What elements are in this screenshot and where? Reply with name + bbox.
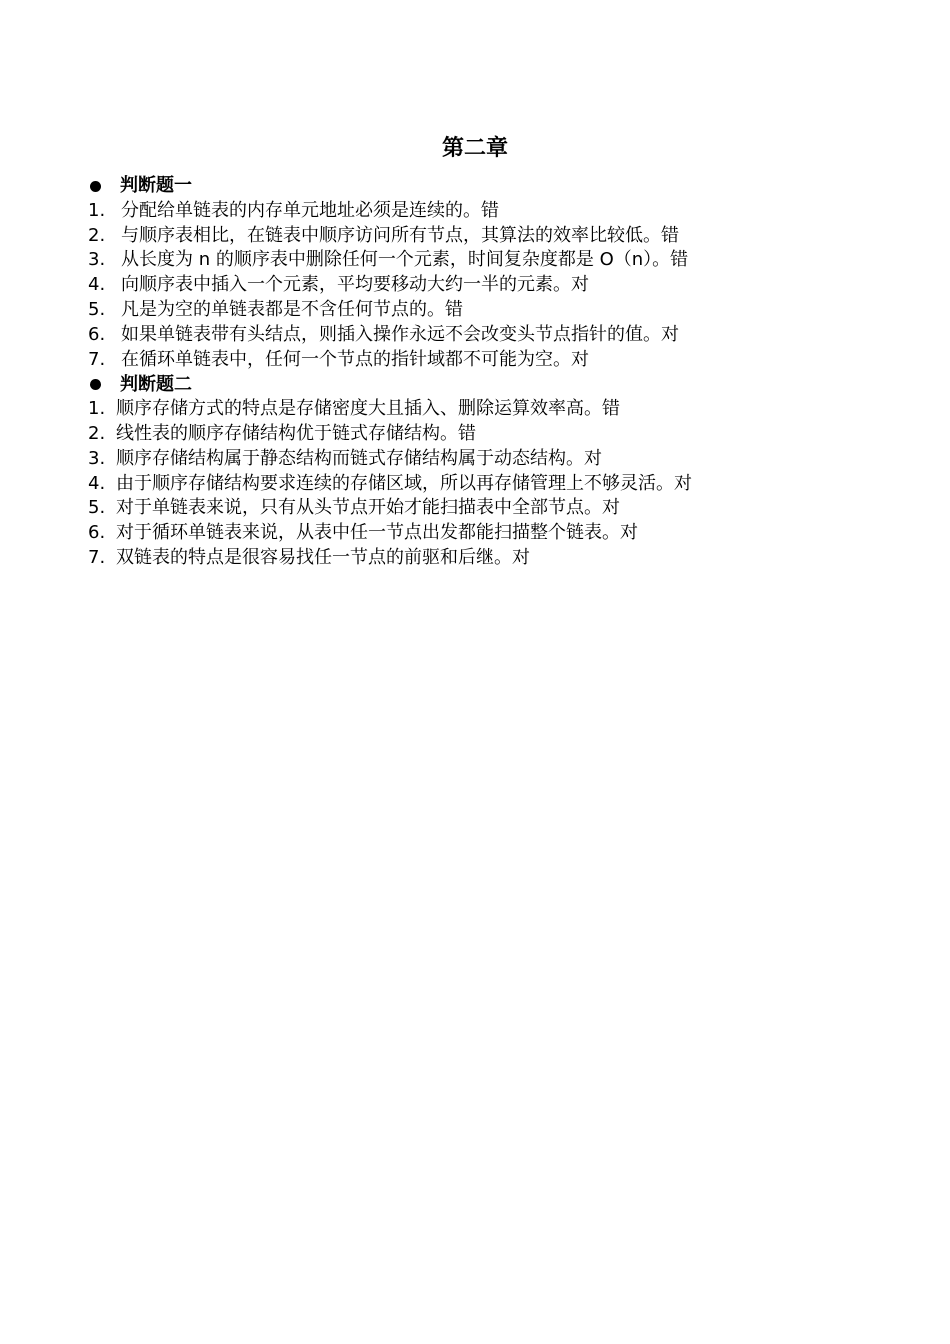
list-item	[88, 521, 888, 546]
item-text: 顺序存储结构属于静态结构而链式存储结构属于动态结构。对	[116, 447, 602, 469]
section-judgment-1	[88, 174, 888, 372]
item-number: 4.	[88, 472, 106, 494]
item-number: 3.	[88, 249, 106, 271]
item-number: 2.	[88, 423, 106, 445]
list-item	[88, 323, 888, 348]
list-item	[88, 273, 888, 298]
item-text: 与顺序表相比，在链表中顺序访问所有节点，其算法的效率比较低。错	[121, 224, 679, 246]
item-text: 如果单链表带有头结点，则插入操作永远不会改变头节点指针的值。对	[121, 323, 679, 345]
list-item	[88, 546, 888, 571]
item-text: 顺序存储方式的特点是存储密度大且插入、删除运算效率高。错	[116, 398, 620, 420]
item-text: 线性表的顺序存储结构优于链式存储结构。错	[116, 423, 476, 445]
item-number: 7.	[88, 348, 106, 370]
section-heading-text: 判断题二	[120, 373, 192, 395]
item-text: 向顺序表中插入一个元素，平均要移动大约一半的元素。对	[121, 274, 589, 296]
item-text: 对于循环单链表来说，从表中任一节点出发都能扫描整个链表。对	[116, 522, 638, 544]
item-number: 5.	[88, 298, 106, 320]
list-item	[88, 422, 888, 447]
section-heading	[88, 174, 888, 199]
item-number: 6.	[88, 323, 106, 345]
item-text: 由于顺序存储结构要求连续的存储区域，所以再存储管理上不够灵活。对	[116, 472, 692, 494]
section-heading	[88, 373, 888, 398]
list-item	[88, 397, 888, 422]
item-text: 凡是为空的单链表都是不含任何节点的。错	[121, 298, 463, 320]
list-item	[88, 472, 888, 497]
section-judgment-2	[88, 373, 888, 571]
list-item	[88, 298, 888, 323]
item-number: 7.	[88, 547, 106, 569]
bullet-icon	[90, 181, 101, 192]
item-number: 4.	[88, 274, 106, 296]
item-number: 6.	[88, 522, 106, 544]
item-text: 分配给单链表的内存单元地址必须是连续的。错	[121, 199, 499, 221]
item-number: 5.	[88, 497, 106, 519]
page-title: 第二章	[441, 136, 508, 161]
section-heading-text: 判断题一	[120, 175, 192, 196]
item-text: 在循环单链表中，任何一个节点的指针域都不可能为空。对	[121, 348, 589, 370]
item-text: 对于单链表来说，只有从头节点开始才能扫描表中全部节点。对	[116, 497, 620, 519]
list-item	[88, 199, 888, 224]
item-number: 3.	[88, 447, 106, 469]
item-number: 1.	[88, 199, 106, 221]
list-item	[88, 248, 888, 273]
list-item	[88, 224, 888, 249]
item-text: 双链表的特点是很容易找任一节点的前驱和后继。对	[116, 547, 530, 569]
item-text: 从长度为 n 的顺序表中删除任何一个元素，时间复杂度都是 O（n）。错	[121, 249, 689, 271]
item-number: 2.	[88, 224, 106, 246]
bullet-icon	[90, 379, 101, 390]
item-number: 1.	[88, 398, 106, 420]
list-item	[88, 348, 888, 373]
list-item	[88, 447, 888, 472]
list-item	[88, 496, 888, 521]
